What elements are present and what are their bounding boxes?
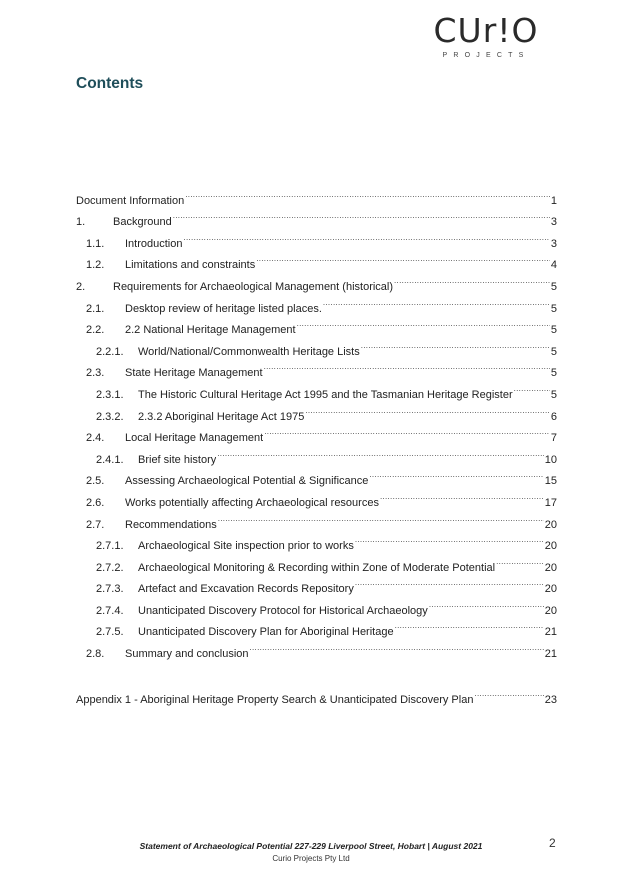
toc-entry-title: Summary and conclusion	[125, 648, 249, 661]
toc-entry-page: 5	[550, 324, 557, 337]
toc-entry-number: 2.3.1.	[96, 388, 124, 401]
toc-entry-page: 17	[544, 496, 557, 509]
toc-entry-title: Unanticipated Discovery Protocol for Historical Archaeology	[138, 604, 428, 617]
toc-entry-number: 2.5.	[86, 475, 105, 488]
toc-entry[interactable]	[76, 506, 557, 531]
toc-leader-dots	[368, 463, 543, 485]
toc-entry-page: 21	[544, 648, 557, 661]
toc-leader-dots	[394, 614, 544, 636]
toc-entry[interactable]	[76, 182, 557, 207]
toc-entry[interactable]	[76, 247, 557, 272]
toc-entry-page: 5	[550, 345, 557, 358]
toc-entry-page: 21	[544, 626, 557, 639]
footer-document-title: Statement of Archaeological Potential 227-229 Liverpool Street, Hobart | August 2021	[139, 841, 483, 851]
toc-entry-page: 5	[550, 367, 557, 380]
page-number: 2	[549, 836, 556, 850]
toc-entry[interactable]	[76, 333, 557, 358]
toc-entry[interactable]	[76, 225, 557, 250]
toc-leader-dots	[263, 355, 550, 377]
toc-entry-title: Works potentially affecting Archaeological resources	[125, 496, 379, 509]
toc-entry-number: 2.2.	[86, 324, 105, 337]
toc-entry-number: 2.1.	[86, 302, 105, 315]
toc-entry[interactable]	[76, 355, 557, 380]
toc-entry[interactable]	[76, 592, 557, 617]
toc-entry-number: 2.3.2.	[96, 410, 124, 423]
toc-entry[interactable]	[76, 463, 557, 488]
toc-entry-number: 2.	[76, 280, 86, 293]
toc-leader-dots	[184, 182, 550, 204]
toc-entry-number: 2.3.	[86, 367, 105, 380]
toc-entry[interactable]	[76, 204, 557, 229]
toc-entry-title: 2.3.2 Aboriginal Heritage Act 1975	[138, 410, 305, 423]
toc-entry-page: 5	[550, 280, 557, 293]
toc-entry-number: 2.4.	[86, 432, 105, 445]
toc-leader-dots	[393, 268, 550, 290]
logo-wordmark: CUr!O	[433, 11, 539, 50]
toc-entry-page: 5	[550, 388, 557, 401]
toc-entry-number: 1.	[76, 216, 86, 229]
toc-entry-title: Desktop review of heritage listed places.	[125, 302, 322, 315]
toc-leader-dots	[354, 528, 544, 550]
toc-entry-number: 2.7.1.	[96, 540, 124, 553]
toc-entry-title: The Historic Cultural Heritage Act 1995 and the Tasmanian Heritage Register	[138, 388, 513, 401]
toc-entry-title: Assessing Archaeological Potential & Significance	[125, 475, 369, 488]
toc-entry-page: 20	[544, 583, 557, 596]
toc-entry[interactable]	[76, 398, 557, 423]
toc-entry-title: Introduction	[125, 237, 183, 250]
toc-leader-dots	[263, 420, 550, 442]
toc-entry-page: 20	[544, 561, 557, 574]
toc-entry[interactable]	[76, 484, 557, 509]
toc-entry[interactable]	[76, 268, 557, 293]
toc-entry-title: Archaeological Monitoring & Recording within Zone of Moderate Potential	[138, 561, 496, 574]
toc-entry-title: Archaeological Site inspection prior to works	[138, 540, 354, 553]
toc-entry-title: Background	[113, 216, 172, 229]
toc-entry-number: 2.7.2.	[96, 561, 124, 574]
toc-entry-number: 2.8.	[86, 648, 105, 661]
toc-entry[interactable]	[76, 528, 557, 553]
table-of-contents	[76, 182, 557, 661]
toc-entry-title: Recommendations	[125, 518, 217, 531]
toc-leader-dots	[428, 592, 544, 614]
toc-entry-title: World/National/Commonwealth Heritage Lists	[138, 345, 360, 358]
curio-projects-logo	[428, 11, 544, 62]
toc-entry-title: Limitations and constraints	[125, 259, 256, 272]
toc-entry-title: Artefact and Excavation Records Repository	[138, 583, 354, 596]
toc-entry-title: Unanticipated Discovery Plan for Aboriginal Heritage	[138, 626, 394, 639]
toc-leader-dots	[473, 681, 543, 703]
toc-entry[interactable]	[76, 571, 557, 596]
toc-entry-page: 20	[544, 604, 557, 617]
toc-entry-page: 23	[544, 693, 557, 706]
toc-entry-title: Appendix 1 - Aboriginal Heritage Property Search & Unanticipated Discovery Plan	[76, 693, 474, 706]
toc-entry-title: State Heritage Management	[125, 367, 263, 380]
toc-leader-dots	[296, 312, 550, 334]
toc-entry-page: 7	[550, 432, 557, 445]
toc-leader-dots	[249, 635, 544, 657]
toc-leader-dots	[172, 204, 550, 226]
logo-subtitle: PROJECTS	[442, 52, 530, 59]
toc-entry[interactable]	[76, 441, 557, 466]
toc-entry-page: 20	[544, 540, 557, 553]
toc-entry-number: 2.2.1.	[96, 345, 124, 358]
toc-entry-page: 1	[550, 194, 557, 207]
toc-entry-number: 2.7.3.	[96, 583, 124, 596]
toc-entry[interactable]	[76, 290, 557, 315]
toc-entry-title: Brief site history	[138, 453, 217, 466]
toc-entry[interactable]	[76, 614, 557, 639]
toc-entry-page: 4	[550, 259, 557, 272]
toc-entry-number: 1.2.	[86, 259, 105, 272]
toc-leader-dots	[379, 484, 544, 506]
toc-entry-page: 3	[550, 237, 557, 250]
toc-leader-dots	[255, 247, 550, 269]
toc-entry[interactable]	[76, 635, 557, 661]
toc-leader-dots	[495, 549, 544, 571]
toc-entry[interactable]	[76, 376, 557, 401]
toc-entry-number: 1.1.	[86, 237, 105, 250]
toc-entry-page: 6	[550, 410, 557, 423]
toc-appendix-entry[interactable]	[76, 681, 557, 706]
toc-leader-dots	[216, 441, 544, 463]
toc-entry-number: 2.6.	[86, 496, 105, 509]
toc-leader-dots	[354, 571, 544, 593]
toc-entry[interactable]	[76, 420, 557, 445]
toc-entry-title: Requirements for Archaeological Management (historical)	[113, 280, 394, 293]
toc-leader-dots	[217, 506, 544, 528]
toc-entry-number: 2.7.5.	[96, 626, 124, 639]
toc-entry-number: 2.4.1.	[96, 453, 124, 466]
toc-entry-title: Local Heritage Management	[125, 432, 264, 445]
toc-leader-dots	[322, 290, 550, 312]
toc-entry-page: 5	[550, 302, 557, 315]
page-footer	[0, 839, 622, 865]
toc-entry[interactable]	[76, 312, 557, 337]
toc-entry-number: 2.7.4.	[96, 604, 124, 617]
toc-entry-page: 20	[544, 518, 557, 531]
toc-entry-page: 15	[544, 475, 557, 488]
toc-leader-dots	[304, 398, 550, 420]
toc-entry-title: Document Information	[76, 194, 185, 207]
toc-leader-dots	[513, 376, 550, 398]
toc-entry-page: 3	[550, 216, 557, 229]
toc-entry[interactable]	[76, 549, 557, 574]
toc-entry-page: 10	[544, 453, 557, 466]
toc-leader-dots	[360, 333, 550, 355]
toc-leader-dots	[182, 225, 549, 247]
page-title: Contents	[76, 75, 144, 92]
toc-entry-title: 2.2 National Heritage Management	[125, 324, 296, 337]
toc-entry-number: 2.7.	[86, 518, 105, 531]
footer-company: Curio Projects Pty Ltd	[272, 854, 350, 863]
